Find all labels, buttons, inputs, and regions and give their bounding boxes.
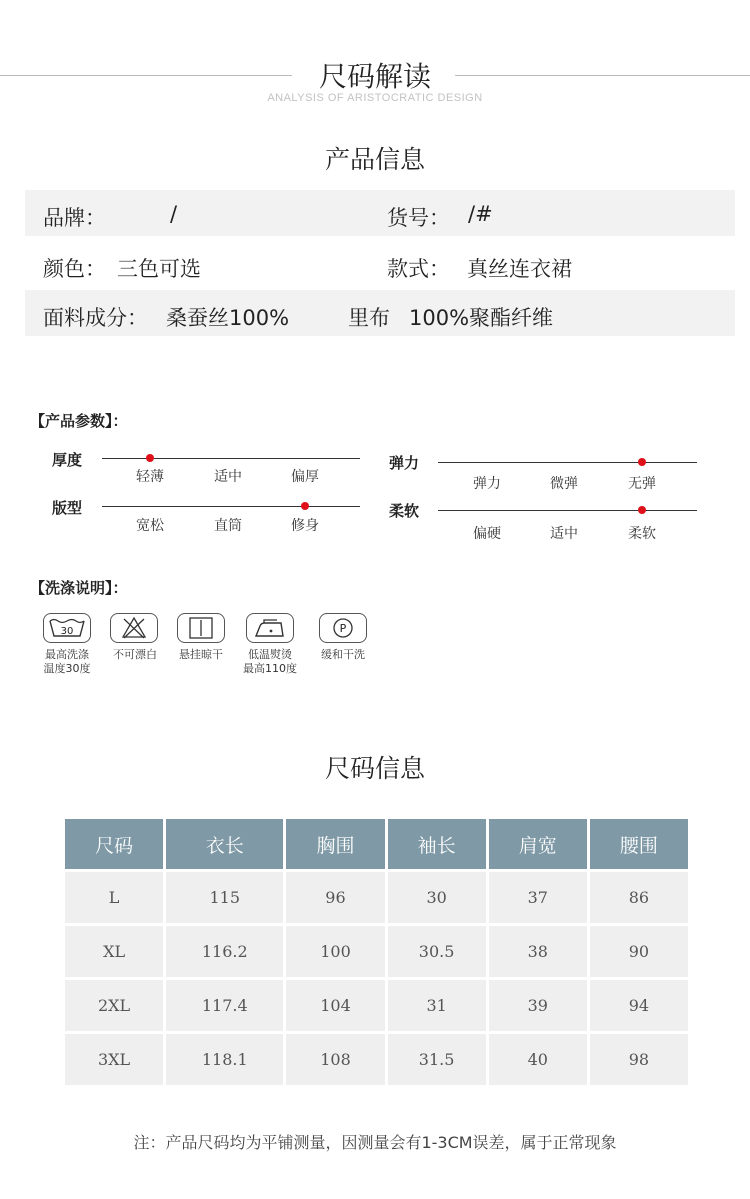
table-cell: 39 [489, 980, 587, 1031]
table-cell: 94 [590, 980, 688, 1031]
table-cell: 31 [388, 980, 486, 1031]
softness-indicator-dot [638, 506, 646, 514]
softness-name: 柔软 [389, 502, 420, 520]
thickness-option: 偏厚 [291, 469, 319, 485]
thickness-indicator-dot [146, 454, 154, 462]
wash-label-1 [32, 648, 102, 676]
color-value: 三色可选 [117, 257, 201, 281]
elasticity-option: 弹力 [473, 476, 501, 492]
lining-label: 里布 [348, 306, 390, 330]
thickness-option: 适中 [214, 469, 242, 485]
softness-option: 柔软 [628, 526, 656, 542]
fit-indicator-dot [301, 502, 309, 510]
wash-label-3 [166, 648, 236, 662]
elasticity-name: 弹力 [389, 454, 420, 472]
fit-scale-line [102, 506, 360, 507]
item-no-label: 货号： [387, 206, 450, 230]
table-cell: 100 [286, 926, 384, 977]
table-cell: 31.5 [388, 1034, 486, 1085]
table-row [65, 872, 688, 923]
size-info-title: 尺码信息 [324, 754, 425, 783]
wash-label-line: 最高110度 [243, 662, 297, 675]
fit-option: 修身 [291, 518, 319, 534]
elasticity-indicator-dot [638, 458, 646, 466]
table-cell: 104 [286, 980, 384, 1031]
fit-name: 版型 [52, 499, 83, 517]
fit-option: 直筒 [214, 518, 242, 534]
size-table [62, 816, 691, 1088]
thickness-scale-line [102, 458, 360, 459]
table-cell: 115 [166, 872, 283, 923]
column-header: 胸围 [286, 819, 384, 869]
svg-text:30: 30 [60, 626, 74, 637]
softness-option: 适中 [550, 526, 578, 542]
page-subtitle: ANALYSIS OF ARISTOCRATIC DESIGN [267, 92, 483, 104]
table-cell: L [65, 872, 163, 923]
style-label: 款式： [387, 257, 450, 281]
table-cell: 40 [489, 1034, 587, 1085]
table-cell: 30.5 [388, 926, 486, 977]
product-info-title: 产品信息 [324, 145, 425, 174]
low-iron-icon [246, 613, 294, 643]
wash-label-line: 低温熨烫 [248, 648, 292, 661]
wash-label-4 [235, 648, 305, 676]
table-cell: 2XL [65, 980, 163, 1031]
elasticity-option: 微弹 [550, 476, 578, 492]
table-cell: 117.4 [166, 980, 283, 1031]
item-no-value: /# [468, 202, 493, 226]
column-header: 袖长 [388, 819, 486, 869]
table-cell: XL [65, 926, 163, 977]
table-cell: 3XL [65, 1034, 163, 1085]
measurement-note: 注：产品尺码均为平铺测量，因测量会有1-3CM误差，属于正常现象 [133, 1133, 617, 1152]
wash-label-5 [308, 648, 378, 662]
wash-label-line: 温度30度 [43, 662, 91, 675]
table-cell: 96 [286, 872, 384, 923]
wash-label-line: 不可漂白 [113, 648, 157, 661]
info-band-1 [25, 190, 735, 236]
table-row [65, 926, 688, 977]
table-cell: 37 [489, 872, 587, 923]
wash-label-line: 悬挂晾干 [179, 648, 223, 661]
table-row [65, 1034, 688, 1085]
wash-label-2 [100, 648, 170, 662]
thickness-name: 厚度 [52, 451, 83, 469]
fabric-label: 面料成分： [43, 306, 148, 330]
column-header: 肩宽 [489, 819, 587, 869]
svg-text:P: P [339, 622, 347, 635]
elasticity-option: 无弹 [628, 476, 656, 492]
elasticity-scale-line [438, 462, 697, 463]
color-label: 颜色： [43, 257, 106, 281]
thickness-option: 轻薄 [136, 469, 164, 485]
wash-label-line: 缓和干洗 [321, 648, 365, 661]
table-cell: 30 [388, 872, 486, 923]
wash-30-icon [43, 613, 91, 643]
table-header-row [65, 819, 688, 869]
dry-clean-icon [319, 613, 367, 643]
style-value: 真丝连衣裙 [467, 257, 572, 281]
wash-label-line: 最高洗涤 [45, 648, 89, 661]
column-header: 衣长 [166, 819, 283, 869]
table-row [65, 980, 688, 1031]
table-cell: 86 [590, 872, 688, 923]
page-title: 尺码解读 [318, 60, 431, 93]
brand-label: 品牌： [43, 206, 106, 230]
params-heading: 【产品参数】： [30, 412, 128, 430]
table-cell: 116.2 [166, 926, 283, 977]
no-bleach-icon [110, 613, 158, 643]
fit-option: 宽松 [136, 518, 164, 534]
wash-heading: 【洗涤说明】： [30, 579, 128, 597]
lining-value: 100%聚酯纤维 [409, 306, 554, 330]
column-header: 尺码 [65, 819, 163, 869]
softness-option: 偏硬 [473, 526, 501, 542]
table-cell: 90 [590, 926, 688, 977]
table-cell: 118.1 [166, 1034, 283, 1085]
table-cell: 108 [286, 1034, 384, 1085]
column-header: 腰围 [590, 819, 688, 869]
softness-scale-line [438, 510, 697, 511]
fabric-value: 桑蚕丝100% [166, 306, 290, 330]
table-cell: 98 [590, 1034, 688, 1085]
brand-value: / [170, 202, 178, 226]
hang-dry-icon [177, 613, 225, 643]
table-cell: 38 [489, 926, 587, 977]
